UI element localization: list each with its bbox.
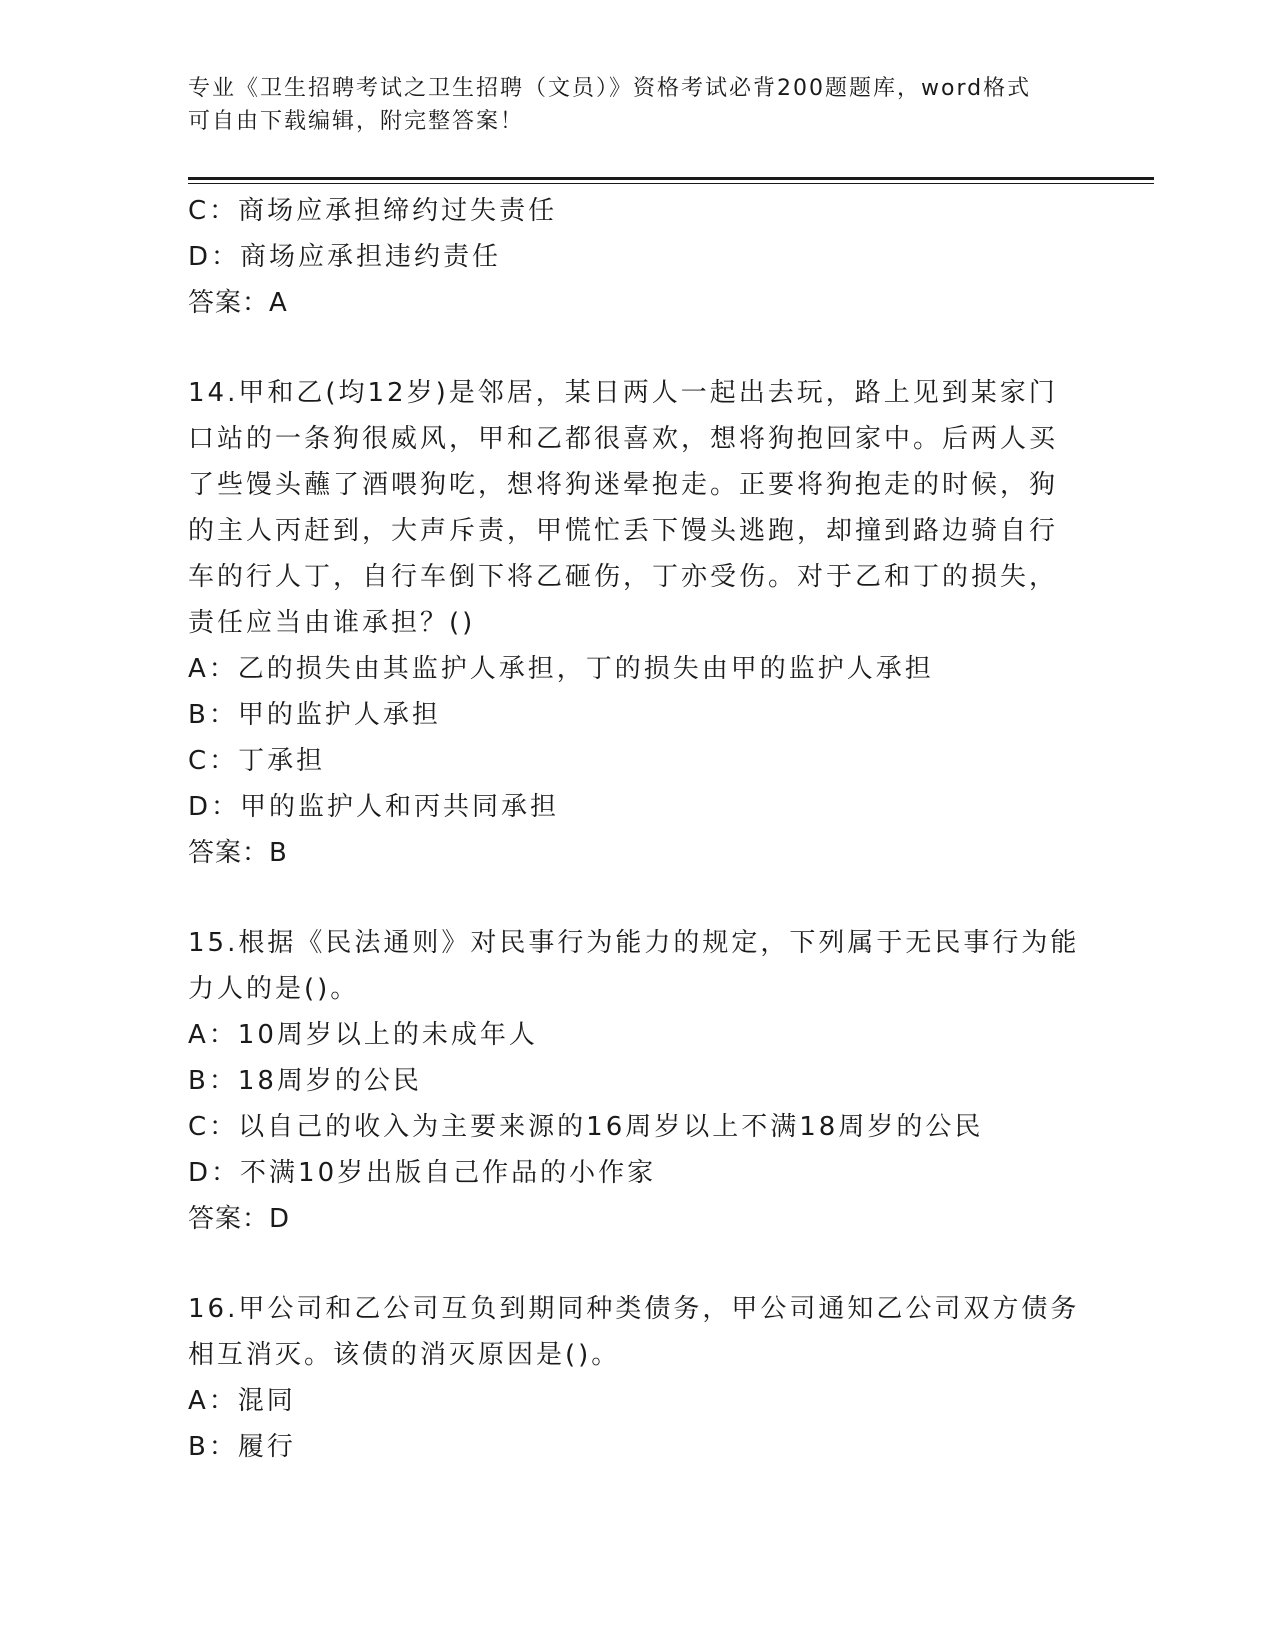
question-text-line: 口站的一条狗很威风，甲和乙都很喜欢，想将狗抱回家中。后两人买 [188, 424, 1059, 454]
header-line-1: 专业《卫生招聘考试之卫生招聘（文员）》资格考试必背200题题库，word格式 [188, 76, 1032, 101]
option-d: D：商场应承担违约责任 [188, 242, 502, 272]
question-text-line: 16.甲公司和乙公司互负到期同种类债务，甲公司通知乙公司双方债务 [188, 1294, 1080, 1324]
answer-line: 答案：A [188, 288, 288, 318]
option-c: C：商场应承担缔约过失责任 [188, 196, 558, 226]
option-b: B：甲的监护人承担 [188, 700, 441, 730]
option-a: A：乙的损失由其监护人承担，丁的损失由甲的监护人承担 [188, 654, 934, 684]
option-d: D：不满10岁出版自己作品的小作家 [188, 1158, 657, 1188]
question-text-line: 15.根据《民法通则》对民事行为能力的规定，下列属于无民事行为能 [188, 928, 1080, 958]
question-text-line: 责任应当由谁承担？() [188, 608, 476, 638]
option-d: D：甲的监护人和丙共同承担 [188, 792, 560, 822]
question-text-line: 力人的是()。 [188, 974, 360, 1004]
header-line-2: 可自由下载编辑，附完整答案！ [188, 109, 525, 134]
option-a: A：10周岁以上的未成年人 [188, 1020, 538, 1050]
question-text-line: 相互消灭。该债的消灭原因是()。 [188, 1340, 621, 1370]
header-divider-thick [188, 177, 1154, 180]
question-text-line: 车的行人丁，自行车倒下将乙砸伤，丁亦受伤。对于乙和丁的损失， [188, 562, 1059, 592]
question-text-line: 了些馒头蘸了酒喂狗吃，想将狗迷晕抱走。正要将狗抱走的时候，狗 [188, 470, 1059, 500]
option-c: C：以自己的收入为主要来源的16周岁以上不满18周岁的公民 [188, 1112, 984, 1142]
question-16 [188, 1286, 1088, 1470]
question-15 [188, 920, 1088, 1242]
question-content [188, 188, 1088, 1470]
option-c: C：丁承担 [188, 746, 326, 776]
option-a: A：混同 [188, 1386, 296, 1416]
document-header [188, 72, 1088, 138]
option-b: B：履行 [188, 1432, 296, 1462]
question-text-line: 14.甲和乙(均12岁)是邻居，某日两人一起出去玩，路上见到某家门 [188, 378, 1058, 408]
option-b: B：18周岁的公民 [188, 1066, 422, 1096]
header-divider-thin [188, 183, 1154, 184]
question-14 [188, 370, 1088, 876]
answer-line: 答案：B [188, 838, 288, 868]
question-text-line: 的主人丙赶到，大声斥责，甲慌忙丢下馒头逃跑，却撞到路边骑自行 [188, 516, 1059, 546]
answer-line: 答案：D [188, 1204, 291, 1234]
